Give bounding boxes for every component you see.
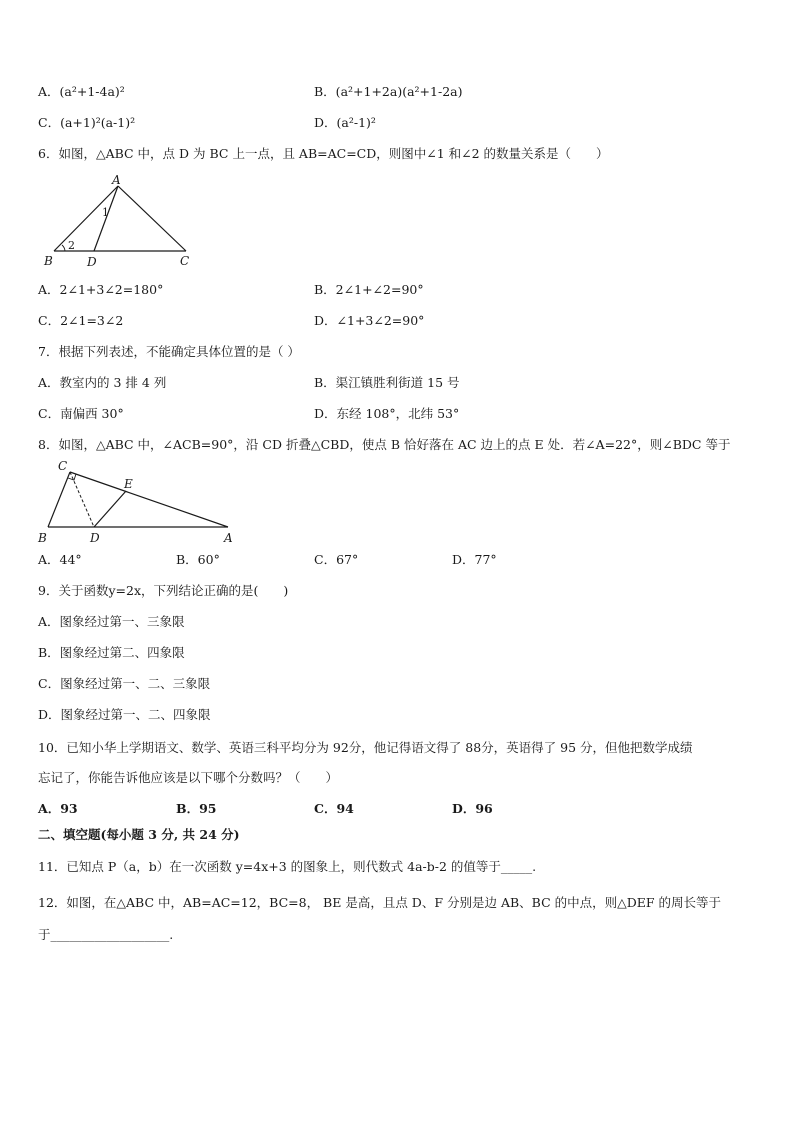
q6-triangle-figure <box>38 172 198 270</box>
section-2-title: 二、填空题(每小题 3 分, 共 24 分) <box>38 827 240 842</box>
q8-segment-de <box>94 491 126 527</box>
q7-stem: 7．根据下列表述，不能确定具体位置的是（ ） <box>38 344 300 359</box>
q6-side-ac <box>118 186 186 251</box>
q8-label-d: D <box>90 531 100 545</box>
q12-stem-line1: 12．如图，在△ABC 中，AB=AC=12，BC=8， BE 是高，且点 D、F 分别是边 AB、BC 的中点，则△DEF 的周长等于 <box>38 895 722 910</box>
q6-angle-1-label: 1 <box>102 206 109 219</box>
q10-option-a: A．93 <box>38 801 78 816</box>
q9-stem: 9．关于函数y=2x，下列结论正确的是( ) <box>38 583 289 598</box>
q9-option-c: C．图象经过第一、二、三象限 <box>38 676 211 691</box>
q7-option-c: C．南偏西 30° <box>38 406 124 421</box>
q8-side-bc <box>48 472 70 527</box>
q6-option-a: A．2∠1+3∠2=180° <box>38 282 164 297</box>
q8-label-e: E <box>124 477 133 491</box>
q7-option-b: B．渠江镇胜利街道 15 号 <box>314 375 460 390</box>
q6-label-b: B <box>44 254 53 268</box>
q9-option-b: B．图象经过第二、四象限 <box>38 645 185 660</box>
q8-label-a: A <box>224 531 233 545</box>
q10-stem-line2: 忘记了，你能告诉他应该是以下哪个分数吗？（ ） <box>38 770 339 785</box>
q10-option-b: B．95 <box>176 801 217 816</box>
q10-stem-line1: 10．已知小华上学期语文、数学、英语三科平均分为 92分，他记得语文得了 88分，英语得了 95 分，但他把数学成绩 <box>38 740 693 755</box>
q5-option-d: D．(a²-1)² <box>314 115 376 130</box>
q9-option-d: D．图象经过第一、二、四象限 <box>38 707 211 722</box>
q6-label-a: A <box>112 173 121 187</box>
q8-option-c: C．67° <box>314 552 359 567</box>
q8-option-b: B．60° <box>176 552 220 567</box>
q5-option-b: B．(a²+1+2a)(a²+1-2a) <box>314 84 463 99</box>
q5-option-a: A．(a²+1-4a)² <box>38 84 125 99</box>
q6-label-c: C <box>180 254 190 268</box>
q12-stem-line2: 于___________________. <box>38 927 174 942</box>
q10-option-c: C．94 <box>314 801 354 816</box>
q8-label-b: B <box>38 531 47 545</box>
q7-option-a: A．教室内的 3 排 4 列 <box>38 375 167 390</box>
q8-side-ca <box>70 472 228 527</box>
q8-stem: 8．如图，△ABC 中，∠ACB=90°，沿 CD 折叠△CBD，使点 B 恰好落在 AC 边上的点 E 处．若∠A=22°，则∠BDC 等于 <box>38 437 731 452</box>
q6-option-c: C．2∠1=3∠2 <box>38 313 124 328</box>
q8-option-a: A．44° <box>38 552 82 567</box>
q8-option-d: D．77° <box>452 552 497 567</box>
q8-label-c: C <box>58 459 68 473</box>
q6-label-d: D <box>87 255 97 269</box>
q6-option-b: B．2∠1+∠2=90° <box>314 282 424 297</box>
q6-angle-2-arc <box>62 245 65 251</box>
q7-option-d: D．东经 108°，北纬 53° <box>314 406 460 421</box>
q8-triangle-figure <box>36 456 240 548</box>
q10-option-d: D．96 <box>452 801 493 816</box>
q6-angle-2-label: 2 <box>68 239 75 252</box>
q6-option-d: D．∠1+3∠2=90° <box>314 313 425 328</box>
q9-option-a: A．图象经过第一、三象限 <box>38 614 185 629</box>
q5-option-c: C．(a+1)²(a-1)² <box>38 115 136 130</box>
q6-stem: 6．如图，△ABC 中，点 D 为 BC 上一点，且 AB=AC=CD，则图中∠1 和∠2 的数量关系是（ ） <box>38 146 609 161</box>
q11-stem: 11．已知点 P（a，b）在一次函数 y=4x+3 的图象上，则代数式 4a-b-2 的值等于_____. <box>38 859 537 874</box>
